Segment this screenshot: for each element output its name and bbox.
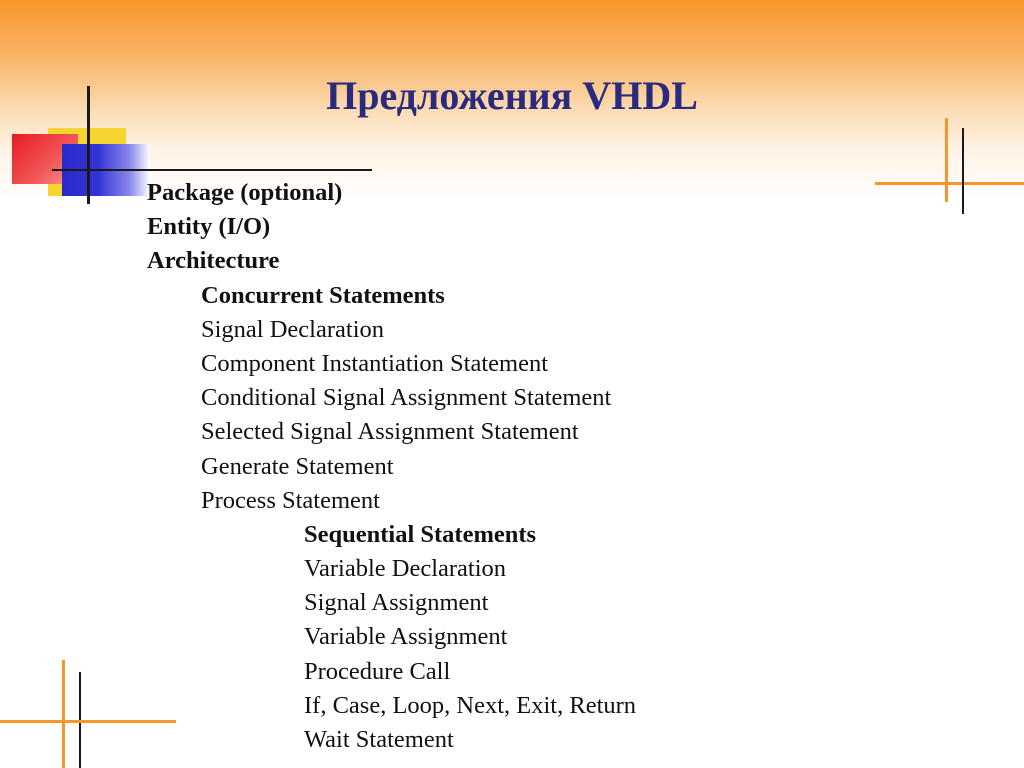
outline-item: Package (optional) (147, 179, 343, 206)
outline-item: Sequential Statements (304, 520, 537, 548)
outline-item: Selected Signal Assignment Statement (201, 418, 579, 446)
outline-item: Wait Statement (304, 726, 454, 753)
outline-item: Concurrent Statements (201, 281, 445, 309)
decor-horizontal-line-top-left (52, 169, 372, 171)
outline-item: Entity (I/O) (147, 213, 271, 241)
outline-item: Generate Statement (201, 452, 394, 480)
outline-item: Component Instantiation Statement (201, 349, 549, 377)
outline-item: Signal Assignment (304, 589, 489, 617)
outline-item: Architecture (147, 247, 280, 275)
outline-list (147, 176, 1007, 757)
outline-item: Conditional Signal Assignment Statement (201, 384, 612, 412)
slide-title: Предложения VHDL (326, 73, 698, 118)
outline-item: If, Case, Loop, Next, Exit, Return (304, 691, 637, 719)
outline-item: Signal Declaration (201, 315, 385, 343)
outline-item: Variable Assignment (304, 623, 508, 651)
outline-item: Procedure Call (304, 657, 451, 685)
outline-item: Process Statement (201, 486, 380, 514)
outline-item: Variable Declaration (304, 555, 507, 583)
decor-vertical-line-bottom-left-orange (62, 660, 65, 768)
